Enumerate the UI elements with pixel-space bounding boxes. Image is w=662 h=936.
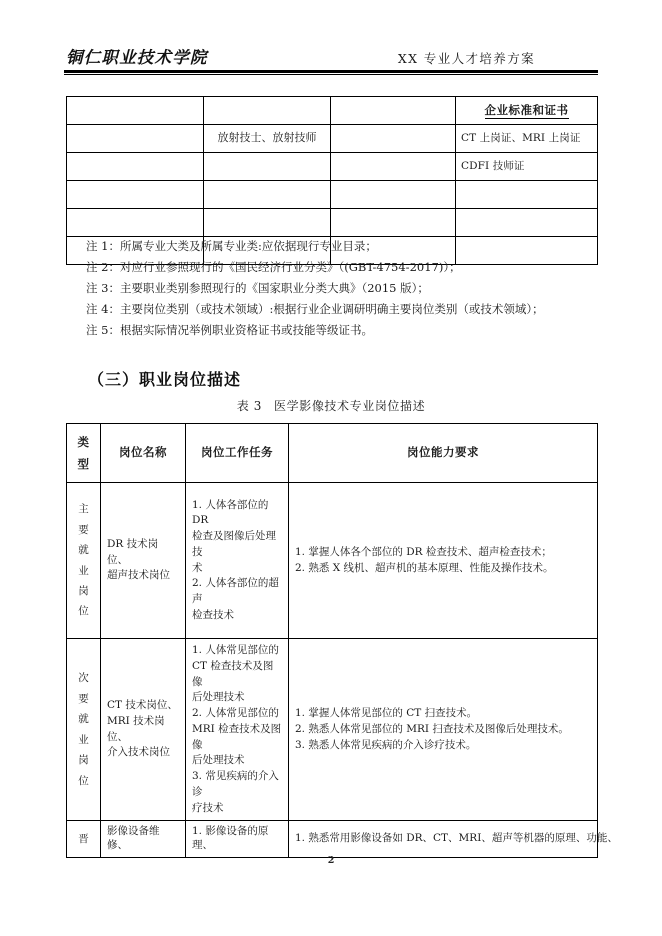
type-char: 业 <box>78 564 89 577</box>
row-ability-promotion <box>289 821 618 857</box>
cert-cell-r1c2 <box>204 97 331 125</box>
cert-cell-r4c2 <box>204 181 331 209</box>
task-line: 1. 影像设备的原理、 <box>192 825 269 851</box>
table-header-row <box>67 424 598 483</box>
cert-header-label: 企业标准和证书 <box>484 102 569 117</box>
ability-line: 3. 熟悉人体常见疾病的介入诊疗技术。 <box>295 738 477 751</box>
cert-cell-r2c2: 放射技士、放射技师 <box>204 125 331 153</box>
row-type-primary <box>67 483 101 639</box>
task-line: 1. 人体常见部位的 <box>192 644 279 656</box>
row-task-promotion <box>186 821 289 857</box>
row-task-secondary <box>186 639 289 821</box>
job-description-table <box>66 423 618 858</box>
type-char: 次 <box>78 672 89 685</box>
type-header-stack <box>73 428 94 478</box>
task-line: 后处理技术 <box>192 754 245 767</box>
task-line: 1. 人体各部位的 DR <box>192 498 269 527</box>
cert-cell-r1c1 <box>67 97 204 125</box>
table-row <box>67 209 598 237</box>
cert-cell-r4c1 <box>67 181 204 209</box>
table-row <box>67 639 598 821</box>
header-rule-thin <box>64 74 598 75</box>
table-row <box>67 181 598 209</box>
type-char: 岗 <box>78 584 89 597</box>
type-char: 位 <box>78 605 89 618</box>
table-notes <box>86 236 606 341</box>
header-rule-thick <box>64 70 598 73</box>
row-ability-secondary <box>289 639 598 821</box>
table-row <box>67 483 598 639</box>
column-header-ability: 岗位能力要求 <box>289 424 598 483</box>
type-char: 要 <box>78 523 89 536</box>
name-line: 超声技术岗位 <box>107 569 170 582</box>
cert-cell-r4c4 <box>456 181 598 209</box>
row-type-promotion <box>67 821 101 857</box>
name-line: CT 技术岗位、 <box>107 699 178 712</box>
name-line: 影像设备维修、 <box>107 825 160 851</box>
task-line: 疗技术 <box>192 801 224 814</box>
table-row <box>67 125 598 153</box>
cert-cell-r5c1 <box>67 209 204 237</box>
document-title: XX 专业人才培养方案 <box>397 51 535 66</box>
table-caption-title: 医学影像技术专业岗位描述 <box>274 399 426 413</box>
document-running-header <box>66 44 597 68</box>
ability-line: 2. 熟悉人体常见部位的 MRI 扫查技术及图像后处理技术。 <box>295 722 569 735</box>
cert-cell-r2c3 <box>331 125 456 153</box>
type-char: 晋 <box>78 832 89 845</box>
cert-header-cell <box>456 97 598 125</box>
note-line-4: 注 4：主要岗位类别（或技术领域）:根据行业企业调研明确主要岗位类别（或技术领域）； <box>86 302 544 316</box>
ability-line: 1. 掌握人体各个部位的 DR 检查技术、超声检查技术； <box>295 545 552 558</box>
task-line: MRI 检查技术及图像 <box>192 722 282 751</box>
row-type-secondary <box>67 639 101 821</box>
table-row <box>67 97 598 125</box>
row-ability-primary <box>289 483 598 639</box>
type-char: 就 <box>78 544 89 557</box>
name-line: MRI 技术岗位、 <box>107 714 165 743</box>
ability-line: 1. 熟悉常用影像设备如 DR、CT、MRI、超声等机器的原理、功能、 <box>295 832 618 845</box>
type-header-char-2: 型 <box>77 457 90 471</box>
cert-cell-r4c3 <box>331 181 456 209</box>
table-caption <box>0 397 662 414</box>
cert-cell-r3c2 <box>204 153 331 181</box>
task-line: 3. 常见疾病的介入诊 <box>192 770 279 798</box>
ability-line: 2. 熟悉 X 线机、超声机的基本原理、性能及操作技术。 <box>295 561 554 574</box>
type-char: 就 <box>78 713 89 726</box>
task-line: 术 <box>192 561 203 574</box>
header-double-rule <box>64 70 598 75</box>
table-caption-label: 表 3 <box>236 399 263 413</box>
task-line: CT 检查技术及图像 <box>192 659 274 688</box>
note-line-2: 注 2：对应行业参照现行的《国民经济行业分类》（(GBT-4754-2017)）； <box>86 260 461 274</box>
row-name-primary <box>101 483 186 639</box>
note-line-5: 注 5：根据实际情况举例职业资格证书或技能等级证书。 <box>86 323 373 337</box>
table-row <box>67 153 598 181</box>
name-line: DR 技术岗位、 <box>107 537 159 566</box>
type-header-char-1: 类 <box>77 434 90 449</box>
note-line-1: 注 1：所属专业大类及所属专业类:应依据现行专业目录； <box>86 239 377 253</box>
type-stack-promotion <box>73 829 94 849</box>
cert-cell-r5c2 <box>204 209 331 237</box>
note-line-3: 注 3：主要职业类别参照现行的《国家职业分类大典》（2015 版）； <box>86 281 429 295</box>
cert-cell-r3c3 <box>331 153 456 181</box>
task-line: 检查技术 <box>192 608 234 621</box>
column-header-task: 岗位工作任务 <box>186 424 289 483</box>
row-name-promotion <box>101 821 186 857</box>
name-line: 介入技术岗位 <box>107 746 170 759</box>
type-stack-primary <box>73 499 94 622</box>
task-line: 2. 人体各部位的超声 <box>192 577 279 605</box>
type-char: 要 <box>78 692 89 705</box>
cert-cell-r3c1 <box>67 153 204 181</box>
section-heading: （三）职业岗位描述 <box>88 370 242 389</box>
task-line: 后处理技术 <box>192 691 245 704</box>
row-task-primary <box>186 483 289 639</box>
table-row <box>67 821 598 857</box>
type-stack-secondary <box>73 668 94 791</box>
task-line: 2. 人体常见部位的 <box>192 707 279 719</box>
task-line: 检查及图像后处理技 <box>192 530 276 558</box>
cert-cell-r5c3 <box>331 209 456 237</box>
type-char: 业 <box>78 733 89 746</box>
cert-cell-r2c4: CT 上岗证、MRI 上岗证 <box>456 125 598 153</box>
column-header-type <box>67 424 101 483</box>
page-number: 2 <box>327 855 335 866</box>
type-char: 位 <box>78 774 89 787</box>
column-header-name: 岗位名称 <box>101 424 186 483</box>
ability-line: 1. 掌握人体常见部位的 CT 扫查技术。 <box>295 707 478 719</box>
type-char: 岗 <box>78 754 89 767</box>
institution-name: 铜仁职业技术学院 <box>66 48 208 67</box>
cert-cell-r5c4 <box>456 209 598 237</box>
cert-cell-r2c1 <box>67 125 204 153</box>
cert-cell-r1c3 <box>331 97 456 125</box>
type-char: 主 <box>78 503 89 516</box>
cert-cell-r3c4: CDFI 技师证 <box>456 153 598 181</box>
row-name-secondary <box>101 639 186 821</box>
